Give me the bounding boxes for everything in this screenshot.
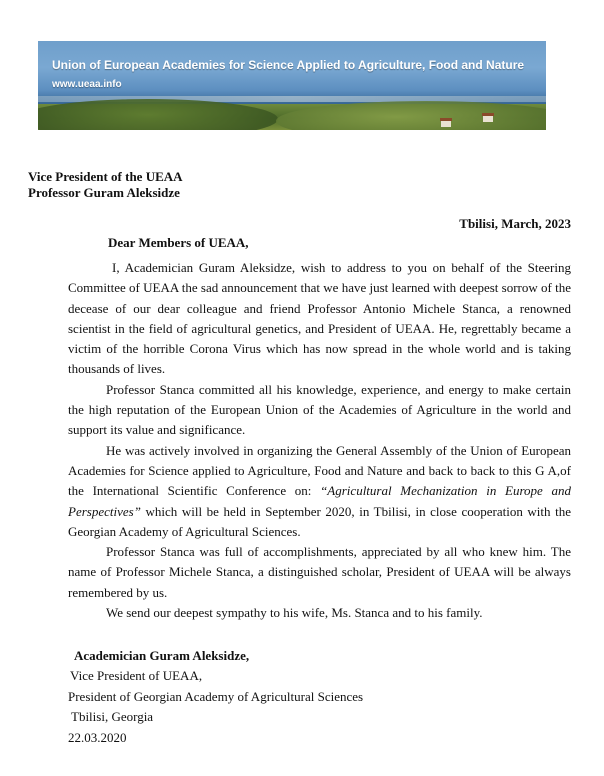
signature-block <box>68 646 363 748</box>
paragraph-3-text: He was actively involved in organizing the General Assembly of the Union of European Academies for Science applied to Agriculture, Food and Nature and back to back to this G A,of the International Scientific Conference on: <box>68 442 571 499</box>
author-name: Professor Guram Aleksidze <box>28 185 180 200</box>
paragraph-1: I, Academician Guram Aleksidze, wish to address to you on behalf of the Steering Committee of UEAA the sad announcement that we have just learned with deepest sorrow of the decease of our dear colleague and friend Professor Antonio Michele Stanca, a renowned scientist in the field of agricultural genetics, and President of UEAA. He, regrettably became a victim of the horrible Corona Virus which has now spread in the whole world and is taking thousands of lives. <box>68 260 571 377</box>
house <box>483 116 493 122</box>
author-position: Vice President of the UEAA <box>28 169 183 184</box>
banner-url: www.ueaa.info <box>52 79 122 90</box>
signature-name: Academician Guram Aleksidze, <box>74 648 250 663</box>
signature-date: 22.03.2020 <box>68 729 127 745</box>
paragraph-5: We send our deepest sympathy to his wife, Ms. Stanca and to his family. <box>106 605 483 621</box>
paragraph-3-text-end: which will be held in September 2020, in Tbilisi, in close cooperation with the Georgian Academy of Agricultural Sciences. <box>68 503 571 539</box>
signature-title-1: Vice President of UEAA, <box>70 668 203 684</box>
banner-title: Union of European Academies for Science Applied to Agriculture, Food and Nature <box>52 58 525 72</box>
paragraph-3 <box>68 441 571 542</box>
paragraph-2: Professor Stanca committed all his knowledge, experience, and energy to make certain the high reputation of the European Union of the Academies of Agriculture in the world and support its value and significance. <box>68 381 571 438</box>
place-date: Tbilisi, March, 2023 <box>459 216 571 231</box>
house <box>441 121 451 127</box>
salutation: Dear Members of UEAA, <box>108 235 249 250</box>
header-banner-image <box>38 41 546 130</box>
signature-city: Tbilisi, Georgia <box>71 709 154 725</box>
conference-title: “Agricultural Mechanization in Europe and Perspectives” <box>68 483 571 519</box>
letter-body <box>68 258 571 623</box>
signature-title-2: President of Georgian Academy of Agricultural Sciences <box>68 688 364 704</box>
paragraph-4: Professor Stanca was full of accomplishments, appreciated by all who knew him. The name of Professor Michele Stanca, a distinguished scholar, President of UEAA will be always remembered by us. <box>68 544 571 600</box>
